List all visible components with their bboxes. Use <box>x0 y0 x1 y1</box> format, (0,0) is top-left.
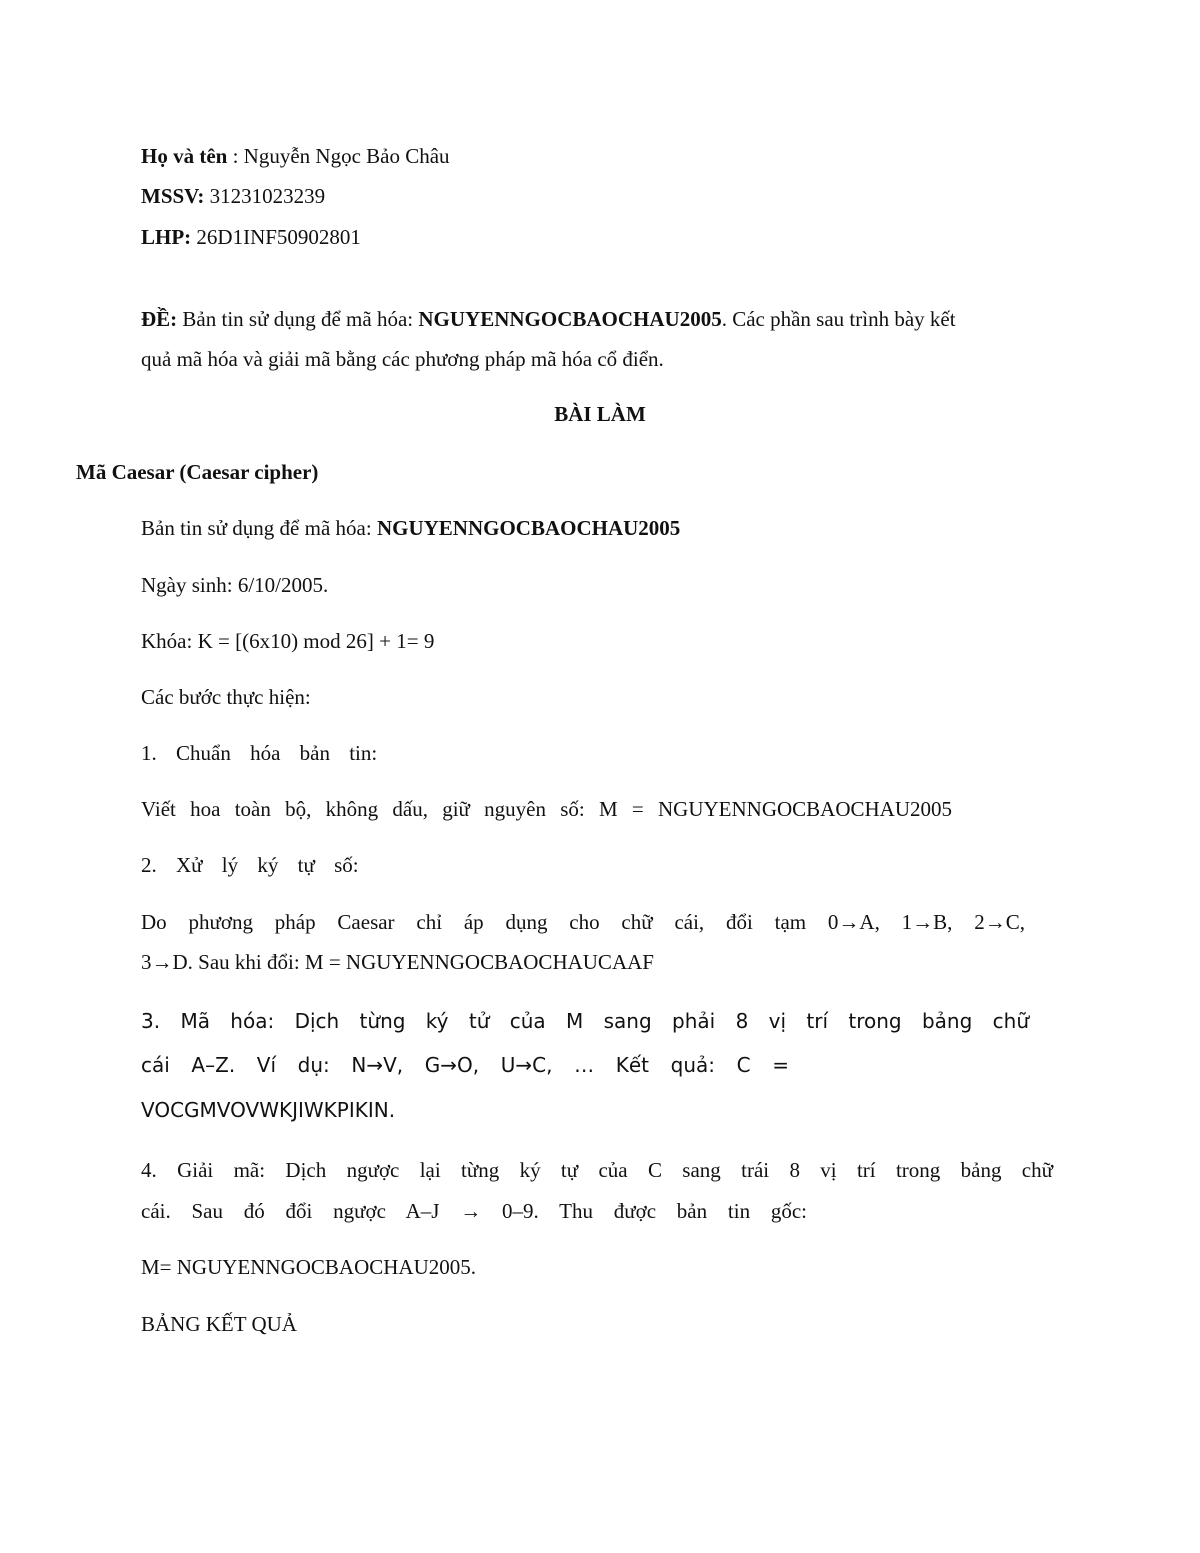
step3-line-3: VOCGMVOVWKJIWKPIKIN. <box>141 1098 396 1122</box>
step1-title: 1. Chuẩn hóa bản tin: <box>141 741 378 765</box>
mssv-label: MSSV: <box>141 184 205 208</box>
page-title: BÀI LÀM <box>554 402 646 426</box>
assignment-message: NGUYENNGOCBAOCHAU2005 <box>418 307 722 331</box>
name-separator: : <box>227 144 244 168</box>
name-label: Họ và tên <box>141 144 228 168</box>
step2-line-2: 3→D. Sau khi đổi: M = NGUYENNGOCBAOCHAUCAAF <box>141 950 654 974</box>
assignment-text-after: . Các phần sau trình bày kết <box>721 307 956 331</box>
mssv-value: 31231023239 <box>204 184 326 208</box>
birthday-line: Ngày sinh: 6/10/2005. <box>141 573 329 597</box>
step2-line-1: Do phương pháp Caesar chỉ áp dụng cho chữ cái, đổi tạm 0→A, 1→B, 2→C, <box>141 910 1025 934</box>
name-value: Nguyễn Ngọc Bảo Châu <box>243 144 450 168</box>
message-line <box>141 518 680 539</box>
step1-text: Viết hoa toàn bộ, không dấu, giữ nguyên số: M = NGUYENNGOCBAOCHAU2005 <box>141 797 953 821</box>
message-label: Bản tin sử dụng để mã hóa: <box>141 516 377 540</box>
step3-line-2: cái A–Z. Ví dụ: N→V, G→O, U→C, … Kết quả: C = <box>141 1053 789 1077</box>
assignment-text: Bản tin sử dụng để mã hóa: <box>177 307 419 331</box>
student-id-line <box>141 186 325 207</box>
key-line: Khóa: K = [(6x10) mod 26] + 1= 9 <box>141 629 435 653</box>
steps-intro: Các bước thực hiện: <box>141 685 311 709</box>
section-heading: Mã Caesar (Caesar cipher) <box>76 460 319 484</box>
result-line: M= NGUYENNGOCBAOCHAU2005. <box>141 1255 477 1279</box>
assignment-label: ĐỀ: <box>141 307 178 331</box>
student-name-line <box>141 146 450 167</box>
table-title: BẢNG KẾT QUẢ <box>141 1312 297 1336</box>
assignment-line-1 <box>141 309 956 330</box>
step3-line-1: 3. Mã hóa: Dịch từng ký tử của M sang phải 8 vị trí trong bảng chữ <box>141 1009 1029 1033</box>
step2-title: 2. Xử lý ký tự số: <box>141 853 359 877</box>
message-value: NGUYENNGOCBAOCHAU2005 <box>376 516 681 540</box>
lhp-label: LHP: <box>141 225 192 249</box>
class-code-line <box>141 227 361 248</box>
step4-line-2: cái. Sau đó đổi ngược A–J → 0–9. Thu được bản tin gốc: <box>141 1199 807 1223</box>
lhp-value: 26D1INF50902801 <box>191 225 361 249</box>
step4-line-1: 4. Giải mã: Dịch ngược lại từng ký tự của C sang trái 8 vị trí trong bảng chữ <box>141 1158 1053 1182</box>
assignment-line-2: quả mã hóa và giải mã bằng các phương pháp mã hóa cổ điển. <box>141 347 664 371</box>
